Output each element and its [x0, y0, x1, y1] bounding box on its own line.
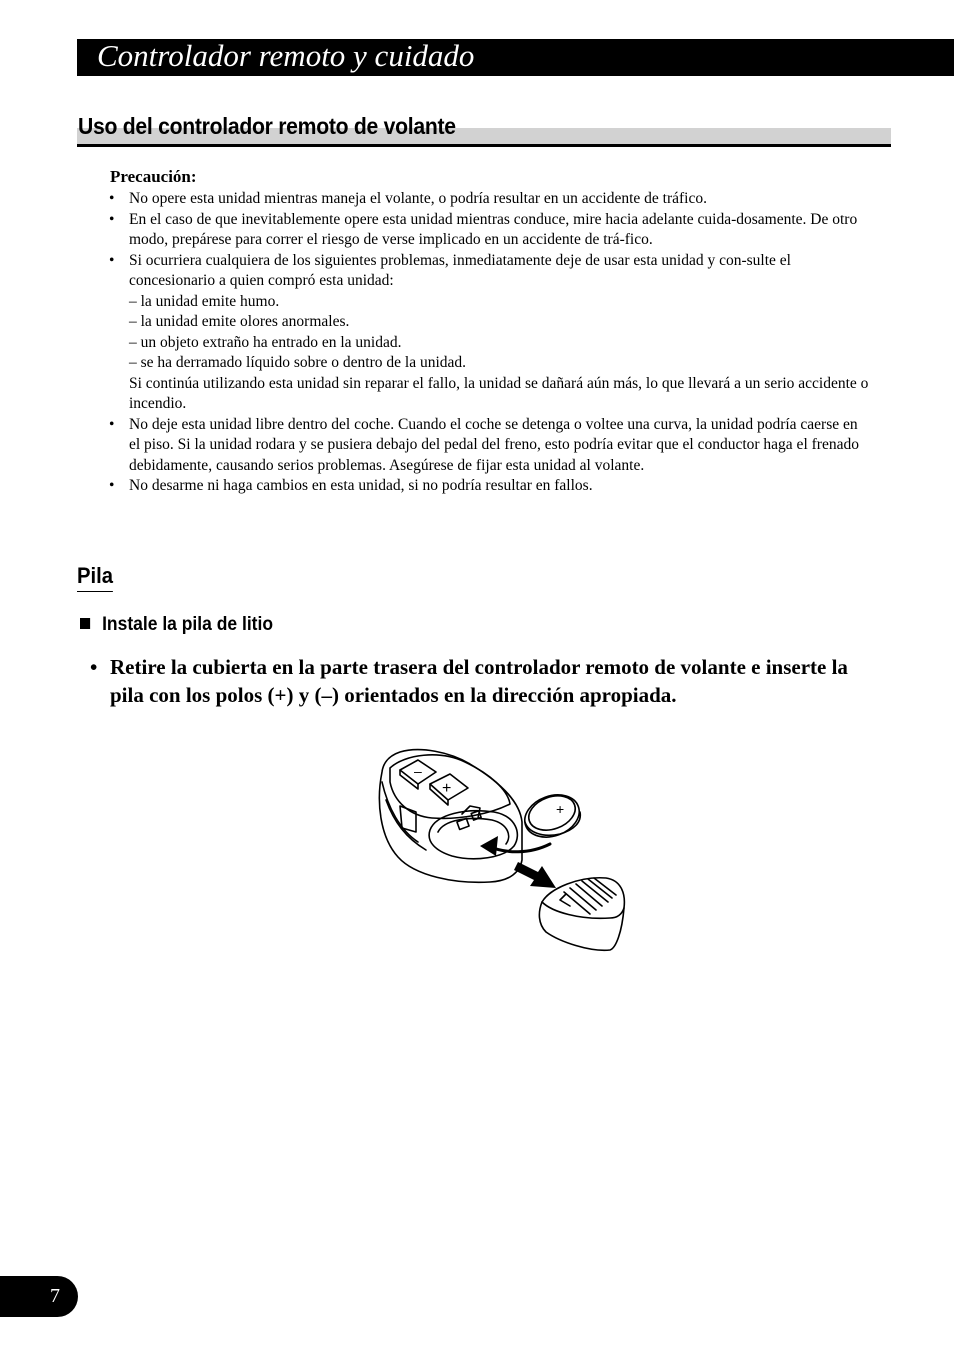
- caution-item-text: Si ocurriera cualquiera de los siguientes problemas, inmediatamente deje de usar esta unidad y con-sulte el concesionario a quien compró esta unidad:: [129, 251, 791, 289]
- minus-label: –: [414, 763, 422, 779]
- insert-arrow-head: [480, 836, 498, 856]
- problem-item: – la unidad emite humo.: [129, 292, 280, 310]
- insert-arrow: [488, 844, 550, 852]
- caution-item: • En el caso de que inevitablemente opere esta unidad mientras conduce, mire hacia adelante cuida-dosamente. De otro modo, prepárese para correr el riesgo de verse implicado en un accidente de trá-fico.: [109, 210, 869, 251]
- install-subheading-text: Instale la pila de litio: [102, 614, 274, 635]
- instruction-step: [90, 653, 850, 709]
- page-number: 7: [50, 1285, 60, 1307]
- install-subheading: [80, 614, 273, 636]
- problem-item: – se ha derramado líquido sobre o dentro de la unidad.: [129, 354, 467, 371]
- section-heading: [77, 110, 891, 147]
- instruction-text: Retire la cubierta en la parte trasera del controlador remoto de volante e inserte la pila con los polos (+) y (–) orientados en la dirección apropiada.: [110, 655, 848, 707]
- chapter-title-bar: [77, 39, 954, 76]
- consequence-text: Si continúa utilizando esta unidad sin reparar el fallo, la unidad se dañará aún más, lo que llevará a un serio accidente o incendio.: [129, 374, 869, 412]
- caution-list: [109, 189, 869, 497]
- pila-heading: Pila: [77, 563, 113, 592]
- bullet-icon: •: [90, 655, 98, 679]
- square-bullet-icon: [80, 618, 90, 629]
- caution-item: • No opere esta unidad mientras maneja el volante, o podría resultar en un accidente de tráfico.: [109, 189, 869, 210]
- page-number-tab: [0, 1276, 78, 1317]
- problem-item: – la unidad emite olores anormales.: [129, 313, 350, 330]
- section-heading-rule: [77, 144, 891, 147]
- caution-item: [109, 251, 869, 415]
- section-title: Uso del controlador remoto de volante: [78, 113, 456, 139]
- caution-label: Precaución:: [110, 167, 197, 186]
- plus-label: +: [442, 780, 452, 797]
- battery-plus-label: +: [556, 801, 565, 817]
- caution-item: • No desarme ni haga cambios en esta unidad, si no podría resultar en fallos.: [109, 476, 869, 497]
- chapter-title: Controlador remoto y cuidado: [97, 38, 475, 73]
- problem-item: – un objeto extraño ha entrado en la unidad.: [129, 333, 402, 351]
- battery-install-illustration: [370, 742, 635, 956]
- caution-item: • No deje esta unidad libre dentro del coche. Cuando el coche se detenga o voltee una curva, la unidad podría caerse en el piso. Si la unidad rodara y se pusiera debajo del pedal del freno, esto podría evitar que el conductor haga el frenado debidamente, causando serios problemas. Asegúrese de fijar esta unidad al volante.: [109, 415, 869, 477]
- remove-arrow: [514, 862, 556, 888]
